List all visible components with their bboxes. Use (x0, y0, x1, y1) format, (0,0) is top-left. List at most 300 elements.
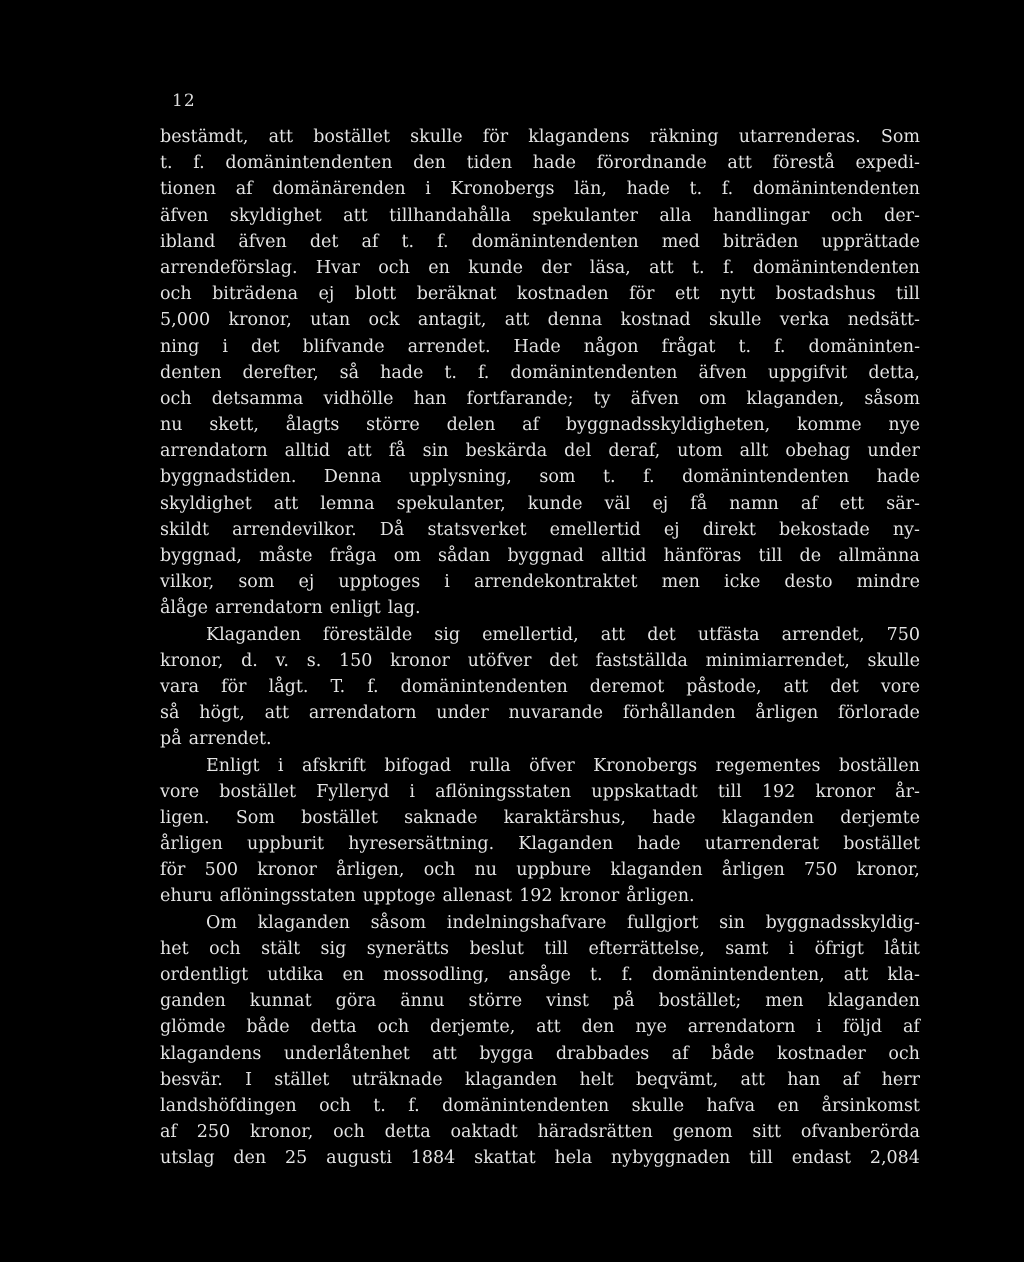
word: klagandens (160, 1043, 262, 1064)
word: förhållanden (622, 703, 736, 724)
word: biträden (722, 231, 799, 252)
word: utarrenderat (704, 834, 820, 855)
text-line (160, 255, 920, 281)
word: och (160, 388, 192, 409)
word: om (393, 546, 421, 566)
word: nedsätt- (847, 310, 920, 331)
word: att (264, 703, 290, 724)
word: domänärenden (272, 179, 406, 200)
word: stält (261, 938, 301, 959)
word: t. (401, 231, 415, 252)
word: men (765, 991, 804, 1012)
word: hafva (706, 1095, 756, 1116)
word: årligen (721, 860, 785, 881)
word: följd (842, 1017, 883, 1038)
word: derjemte (840, 807, 920, 828)
text-line (160, 779, 920, 805)
word: på (612, 991, 635, 1012)
word: årligen. (626, 886, 695, 907)
word: skulle (410, 127, 463, 147)
word: låtit (884, 938, 920, 959)
word: vidhölle (323, 388, 394, 409)
text-line (160, 988, 920, 1014)
word: i (277, 755, 284, 776)
word: nuvarande (508, 703, 604, 724)
word: han (787, 1069, 821, 1090)
word: tiden (466, 153, 513, 174)
word: Klaganden (518, 834, 614, 855)
word: domänintendenten (442, 1095, 610, 1116)
word: skattat (474, 1148, 536, 1169)
text-line (160, 726, 920, 752)
word: 500 (204, 860, 238, 881)
word: frågat (661, 336, 716, 357)
word: spekulanter, (396, 493, 506, 514)
word: både (246, 1017, 290, 1038)
word: Kronobergs (450, 179, 555, 200)
word: 2,084 (869, 1148, 920, 1169)
word: måste (259, 546, 313, 566)
word: nu (474, 860, 498, 881)
body-text (160, 124, 920, 1172)
word: klaganden (464, 1069, 558, 1090)
word: öfver (529, 755, 575, 776)
word: hyresersättning. (348, 834, 495, 855)
word: t. (738, 336, 752, 357)
word: kronor (559, 886, 620, 907)
word: stället (274, 1069, 330, 1090)
text-line (160, 1067, 920, 1093)
word: endast (791, 1148, 851, 1169)
word: i (425, 179, 431, 200)
word: under (867, 441, 920, 462)
word: alltid (284, 441, 331, 462)
word: samt (725, 938, 769, 959)
word: förordnande (596, 153, 707, 174)
word: ibland (160, 231, 216, 252)
word: nu (160, 415, 183, 436)
word: arrendevilkor. (232, 519, 357, 540)
word: delen (446, 415, 496, 436)
word: för (629, 284, 655, 305)
word: 192 (519, 886, 553, 907)
word: nye (635, 1017, 667, 1038)
word: emellertid, (482, 624, 579, 645)
word: Denna (323, 467, 382, 488)
word: augusti (326, 1148, 392, 1169)
word: klaganden, (746, 388, 845, 409)
word: uppburit (246, 834, 325, 855)
word: beslut (469, 938, 524, 959)
word: skyldighet (160, 493, 252, 514)
text-line (160, 150, 920, 176)
word: f. (723, 257, 735, 278)
word: allt (739, 441, 769, 462)
word: byggnadsskyldig- (765, 912, 920, 933)
word: äfven (630, 388, 680, 409)
word: sitt (752, 1122, 782, 1143)
word: till (749, 1148, 773, 1169)
word: ej (298, 572, 315, 593)
word: alltid (601, 546, 647, 566)
word: domäninten- (808, 336, 920, 357)
word: till (717, 781, 742, 802)
word: namn (729, 493, 779, 514)
word: beskärda (465, 441, 548, 462)
word: i (409, 781, 415, 802)
word: s. (306, 650, 322, 671)
word: lag. (387, 598, 421, 619)
word: hade (380, 362, 424, 383)
word: och (377, 1017, 410, 1038)
word: och (888, 1043, 920, 1064)
word: f. (367, 676, 379, 697)
word: byggnad, (160, 546, 242, 566)
word: vara (160, 676, 200, 697)
word: till (896, 284, 920, 305)
word: hela (554, 1148, 593, 1169)
word: arrendet. (407, 336, 491, 357)
word: kostnader (776, 1043, 866, 1064)
word: komme (796, 415, 862, 436)
word: af (235, 179, 253, 200)
word: nye (888, 415, 920, 436)
word: karaktärshus, (503, 807, 626, 828)
word: indelningshafvare (446, 912, 607, 933)
word: der- (884, 205, 920, 226)
word: bygga (479, 1043, 534, 1064)
word: och (160, 284, 192, 305)
word: bostället (301, 807, 378, 828)
word: d. (241, 650, 258, 671)
text-line (160, 1093, 920, 1119)
word: ock (368, 310, 400, 331)
word: den (581, 1017, 615, 1038)
word: Som (880, 127, 920, 147)
word: underlåtenhet (283, 1043, 410, 1064)
word: nytt (719, 284, 756, 305)
word: bostället; (658, 991, 742, 1012)
word: af (522, 415, 540, 436)
text-line (160, 464, 920, 490)
word: upplysning, (408, 467, 512, 488)
word: att (649, 257, 674, 278)
text-line (160, 962, 920, 988)
word: skildt (160, 519, 210, 540)
word: förestälde (322, 624, 413, 645)
word: förestå (772, 153, 835, 174)
word: fullgjort (626, 912, 699, 933)
text-line (160, 753, 920, 779)
word: aflöningsstaten (435, 781, 572, 802)
text-line (160, 438, 920, 464)
word: uppgifvit (767, 362, 848, 383)
word: klagandens (528, 127, 630, 147)
word: fastställda (595, 650, 688, 671)
word: en (777, 1095, 800, 1116)
word: t. (444, 362, 457, 383)
word: att (740, 1069, 765, 1090)
word: såsom (864, 388, 920, 409)
word: han (413, 388, 447, 409)
word: till (544, 938, 569, 959)
word: mindre (856, 572, 920, 593)
word: domänintendenten (400, 676, 568, 697)
word: ning (160, 336, 200, 357)
word: bostället (313, 127, 390, 147)
text-line (160, 543, 920, 569)
text-line (160, 386, 920, 412)
word: det (250, 336, 280, 357)
word: årligen, (336, 860, 405, 881)
word: kronor (390, 650, 450, 671)
word: utan (310, 310, 351, 331)
text-line (160, 517, 920, 543)
word: minimiarrendet, (705, 650, 850, 671)
word: för (160, 860, 186, 881)
text-line (160, 491, 920, 517)
text-line (160, 936, 920, 962)
word: afskrift (301, 755, 366, 776)
word: direkt (702, 519, 756, 540)
word: fråga (329, 546, 377, 566)
word: för (482, 127, 509, 147)
text-line (160, 674, 920, 700)
word: Om (206, 912, 237, 933)
word: det (549, 650, 578, 671)
word: att (273, 493, 299, 514)
word: alla (659, 205, 692, 226)
text-line (160, 569, 920, 595)
word: deraf, (608, 441, 661, 462)
word: biträdena (212, 284, 299, 305)
word: T. (330, 676, 346, 697)
word: till (758, 546, 783, 566)
word: byggnad (507, 546, 584, 566)
word: vilkor, (160, 572, 215, 593)
word: en (428, 257, 450, 278)
word: besvär. (160, 1069, 223, 1090)
word: af (160, 1122, 177, 1143)
word: byggnadsskyldigheten, (565, 415, 771, 436)
word: sådan (438, 546, 491, 566)
word: Hvar (315, 257, 360, 278)
word: 192 (761, 781, 796, 802)
word: oaktadt (450, 1122, 518, 1143)
word: denten (160, 362, 222, 383)
word: under (436, 703, 489, 724)
word: sig (434, 624, 461, 645)
word: få (388, 441, 406, 462)
word: kunde (527, 493, 583, 514)
word: öfrigt (814, 938, 864, 959)
word: att (843, 965, 869, 985)
word: blott (354, 284, 397, 305)
text-line (160, 831, 920, 857)
text-line (160, 595, 920, 621)
word: uträknade (351, 1069, 443, 1090)
word: t. (373, 1095, 386, 1116)
word: 150 (339, 650, 373, 671)
word: blifvande (302, 336, 385, 357)
word: t. (603, 467, 616, 488)
word: domänintendenten (510, 362, 678, 383)
word: ehuru (160, 886, 213, 907)
text-line (160, 176, 920, 202)
word: det (647, 624, 676, 645)
text-line (160, 203, 920, 229)
word: I (245, 1069, 253, 1090)
word: af (361, 231, 379, 252)
word: att (432, 1043, 457, 1064)
word: större (468, 991, 523, 1012)
word: desto (784, 572, 833, 593)
word: årligen (755, 703, 819, 724)
text-line (160, 1041, 920, 1067)
word: en (342, 965, 365, 985)
word: så (160, 703, 180, 724)
word: kronor (815, 781, 876, 802)
word: sin (719, 912, 745, 933)
word: kronor, (856, 860, 920, 881)
word: och (423, 860, 456, 881)
word: ej (652, 493, 669, 514)
word: detta (384, 1122, 431, 1143)
word: efterrättelse, (588, 938, 705, 959)
word: hade (652, 807, 696, 828)
word: det (830, 676, 859, 697)
word: kunnat (249, 991, 312, 1012)
word: t. (692, 257, 705, 278)
word: klaganden (827, 991, 920, 1012)
word: f. (408, 1095, 420, 1116)
word: klaganden (610, 860, 703, 881)
word: Enligt (206, 755, 260, 776)
word: kunde (468, 257, 523, 278)
word: i (816, 1017, 822, 1038)
word: f. (774, 336, 786, 357)
word: utslag (160, 1148, 215, 1169)
word: hade (626, 179, 670, 200)
word: förlorade (838, 703, 920, 724)
word: bostadshus (775, 284, 876, 305)
word: verka (779, 310, 830, 331)
word: f. (193, 153, 205, 174)
word: om (699, 388, 727, 409)
text-line (160, 857, 920, 883)
word: väl (604, 493, 631, 514)
word: upptoge (362, 886, 436, 907)
word: med (661, 231, 700, 252)
word: vinst (546, 991, 589, 1012)
word: detsamma (211, 388, 304, 409)
word: bifogad (384, 755, 452, 776)
word: nybyggnaden (611, 1148, 731, 1169)
word: tionen (160, 179, 217, 200)
word: beräknat (416, 284, 497, 305)
word: utom (677, 441, 723, 462)
word: i (444, 572, 450, 593)
text-line (160, 281, 920, 307)
word: domänintendenten (752, 179, 920, 200)
text-line (160, 700, 920, 726)
word: att (727, 153, 752, 174)
word: så (339, 362, 360, 383)
word: läsa, (589, 257, 631, 278)
word: denna (547, 310, 603, 331)
word: arrendatorn (687, 1017, 796, 1038)
word: skulle (708, 310, 762, 331)
page-number: 12 (172, 91, 196, 111)
word: domänintendenten (225, 153, 393, 174)
word: arrendeförslag. (160, 257, 298, 278)
word: domänintendenten (752, 257, 920, 278)
text-line (160, 1014, 920, 1040)
word: i (788, 938, 795, 959)
word: utdika (267, 965, 324, 985)
text-line (160, 805, 920, 831)
word: byggnadstiden. (160, 467, 297, 488)
word: årligen (160, 834, 223, 855)
word: ny- (892, 519, 920, 540)
word: ansåge (508, 965, 571, 985)
word: och (378, 257, 410, 278)
word: domänintendenten (471, 231, 639, 252)
word: arrendekontraktet (473, 572, 638, 593)
word: och (209, 938, 241, 959)
word: län, (574, 179, 607, 200)
word: men (661, 572, 700, 593)
word: det (309, 231, 339, 252)
word: arrendet, (781, 624, 865, 645)
word: påstode, (686, 676, 762, 697)
word: sin (422, 441, 449, 462)
word: 750 (803, 860, 838, 881)
word: upprättade (821, 231, 920, 252)
word: sär- (886, 493, 920, 514)
word: Klaganden (206, 624, 301, 645)
word: den (413, 153, 446, 174)
word: uppskattadt (591, 781, 698, 802)
word: hänföras (663, 546, 742, 566)
word: skyldighet (229, 205, 322, 226)
word: att (536, 1017, 561, 1038)
word: regementes (715, 755, 821, 776)
word: utarrenderas. (738, 127, 861, 147)
word: af (842, 1069, 860, 1090)
word: 750 (886, 624, 920, 645)
word: icke (723, 572, 761, 593)
word: högt, (199, 703, 245, 724)
word: äfven (160, 205, 209, 226)
word: ty (593, 388, 611, 409)
text-line (160, 412, 920, 438)
word: att (347, 441, 372, 462)
word: på (160, 729, 182, 750)
word: för (221, 676, 247, 697)
word: der (541, 257, 572, 278)
word: handlingar (712, 205, 810, 226)
word: f. (643, 467, 655, 488)
word: af (671, 1043, 689, 1064)
word: bekostade (779, 519, 870, 540)
word: 1884 (410, 1148, 456, 1169)
word: t. (689, 179, 703, 200)
word: Då (379, 519, 405, 540)
text-line (160, 307, 920, 333)
word: v. (275, 650, 289, 671)
word: obehag (785, 441, 851, 462)
